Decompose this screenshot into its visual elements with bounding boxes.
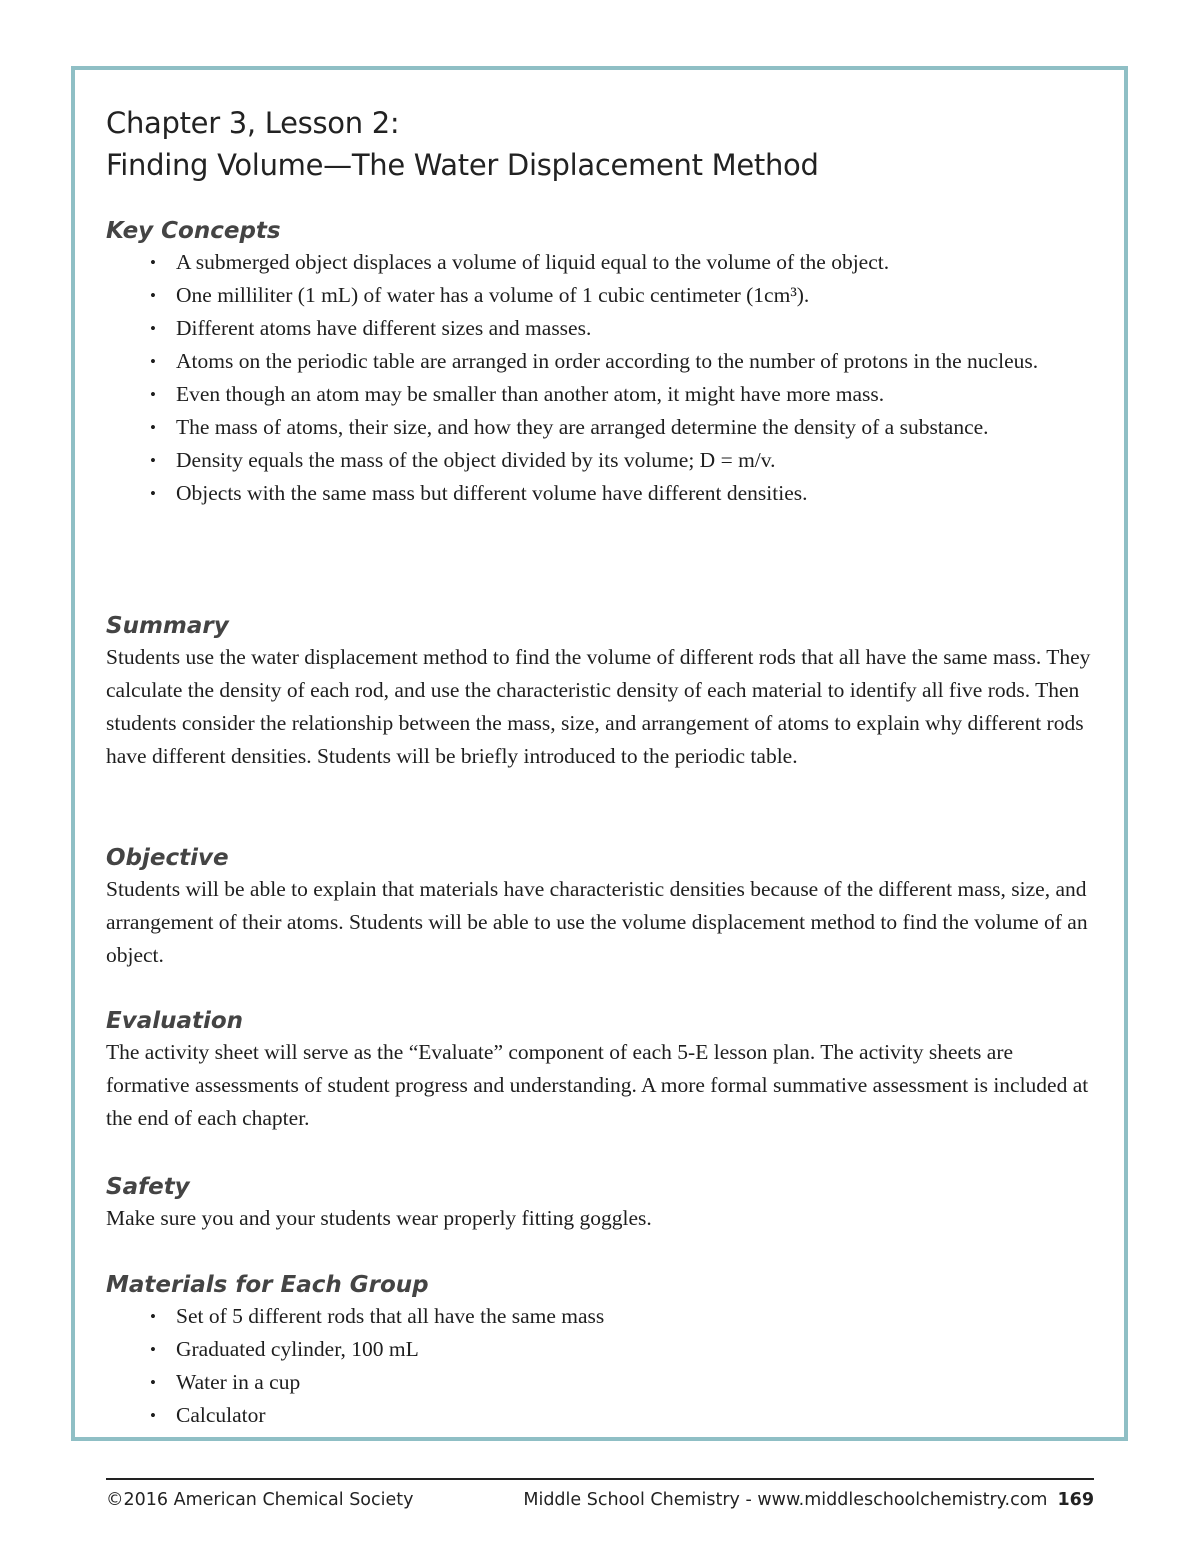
materials-section: [106, 1270, 1096, 1432]
safety-section: [106, 1172, 1096, 1235]
safety-text: Make sure you and your students wear properly fitting goggles.: [106, 1206, 652, 1230]
list-item: • Density equals the mass of the object divided by its volume; D = m/v.: [106, 444, 1096, 477]
safety-heading: Safety: [106, 1174, 190, 1200]
page-title: [106, 102, 819, 186]
title-line-lesson: Finding Volume—The Water Displacement Method: [106, 148, 819, 182]
footer-right: [523, 1490, 1094, 1510]
evaluation-text: The activity sheet will serve as the “Evaluate” component of each 5-E lesson plan. The activity sheets are formative assessments of student progress and understanding. A more formal summative assessment is included at the end of each chapter.: [106, 1040, 1089, 1130]
key-concepts-heading: Key Concepts: [106, 218, 281, 244]
objective-heading: Objective: [106, 845, 229, 871]
list-item: • Graduated cylinder, 100 mL: [106, 1333, 1096, 1366]
list-item: • The mass of atoms, their size, and how they are arranged determine the density of a substance.: [106, 411, 1096, 444]
list-item: • Set of 5 different rods that all have the same mass: [106, 1300, 1096, 1333]
key-concepts-section: [106, 216, 1096, 510]
list-item: • Different atoms have different sizes and masses.: [106, 312, 1096, 345]
list-item: • Calculator: [106, 1399, 1096, 1432]
footer-divider: [106, 1478, 1094, 1480]
list-item: • One milliliter (1 mL) of water has a volume of 1 cubic centimeter (1cm³).: [106, 279, 1096, 312]
evaluation-heading: Evaluation: [106, 1008, 244, 1034]
objective-section: [106, 843, 1096, 972]
footer-site: Middle School Chemistry - www.middleschoolchemistry.com: [523, 1490, 1048, 1510]
list-item: • Objects with the same mass but different volume have different densities.: [106, 477, 1096, 510]
summary-heading: Summary: [106, 613, 229, 639]
materials-list: [106, 1300, 1096, 1432]
evaluation-section: [106, 1006, 1096, 1135]
list-item: • Even though an atom may be smaller than another atom, it might have more mass.: [106, 378, 1096, 411]
key-concepts-list: [106, 246, 1096, 510]
page-number: 169: [1057, 1490, 1094, 1510]
list-item: • Water in a cup: [106, 1366, 1096, 1399]
list-item: • A submerged object displaces a volume of liquid equal to the volume of the object.: [106, 246, 1096, 279]
title-line-chapter: Chapter 3, Lesson 2:: [106, 106, 400, 140]
materials-heading: Materials for Each Group: [106, 1272, 429, 1298]
footer-copyright: ©2016 American Chemical Society: [106, 1490, 414, 1510]
summary-section: [106, 611, 1096, 773]
objective-text: Students will be able to explain that materials have characteristic densities because of the different mass, size, and arrangement of their atoms. Students will be able to use the volume displacement method to find the volume of an object.: [106, 877, 1088, 967]
list-item: • Atoms on the periodic table are arranged in order according to the number of protons in the nucleus.: [106, 345, 1096, 378]
summary-text: Students use the water displacement method to find the volume of different rods that all have the same mass. They calculate the density of each rod, and use the characteristic density of each material to identify all five rods. Then students consider the relationship between the mass, size, and arrangement of atoms to explain why different rods have different densities. Students will be briefly introduced to the periodic table.: [106, 645, 1091, 768]
